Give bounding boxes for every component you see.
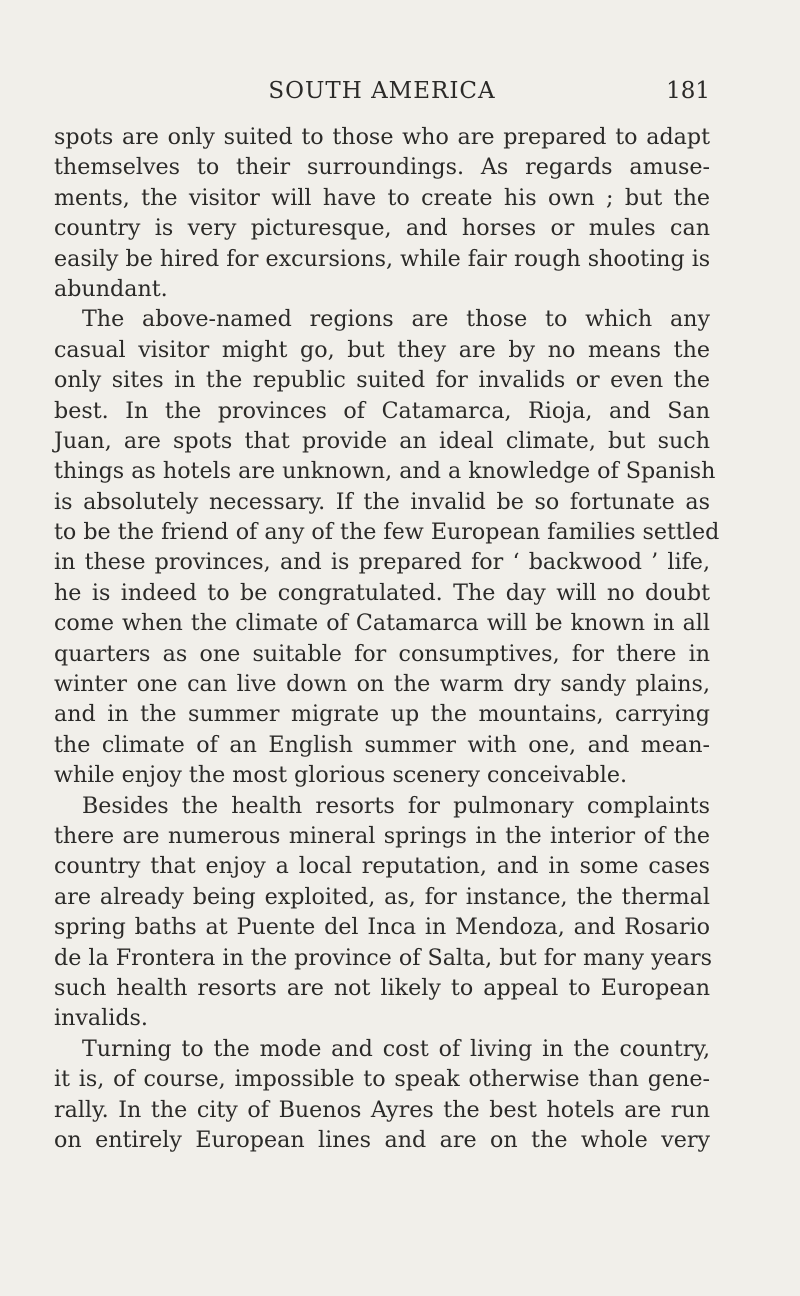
text-line: Juan, are spots that provide an ideal climate, but such [54, 427, 710, 454]
paragraph-4 [54, 1034, 710, 1156]
text-line: best. In the provinces of Catamarca, Rioja, and San [54, 397, 710, 424]
text-line: casual visitor might go, but they are by no means the [54, 336, 710, 363]
text-line: spring baths at Puente del Inca in Mendoza, and Rosario [54, 914, 710, 941]
text-line: themselves to their surroundings. As regards amuse- [54, 154, 710, 181]
text-line: rally. In the city of Buenos Ayres the best hotels are run [54, 1096, 710, 1123]
text-line: things as hotels are unknown, and a knowledge of Spanish [54, 458, 716, 485]
text-line: country that enjoy a local reputation, and in some cases [54, 853, 710, 880]
text-line: only sites in the republic suited for invalids or even the [54, 367, 710, 394]
text-line: come when the climate of Catamarca will be known in all [54, 610, 710, 637]
text-line: while enjoy the most glorious scenery conceivable. [54, 762, 628, 789]
running-head [54, 74, 710, 108]
text-line: spots are only suited to those who are prepared to adapt [54, 124, 710, 150]
page-number: 181 [666, 78, 710, 104]
text-line: on entirely European lines and are on the whole very [54, 1126, 710, 1153]
text-line: there are numerous mineral springs in the interior of the [54, 822, 710, 849]
text-line: quarters as one suitable for consumptives, for there in [54, 640, 710, 667]
text-line: is absolutely necessary. If the invalid be so fortunate as [54, 488, 710, 515]
text-line: such health resorts are not likely to appeal to European [54, 974, 710, 1001]
paragraph-3 [54, 791, 710, 1034]
text-line: de la Frontera in the province of Salta, but for many years [54, 944, 712, 971]
paragraph-1 [54, 122, 710, 304]
text-line: the climate of an English summer with one, and mean- [54, 731, 710, 758]
text-line: winter one can live down on the warm dry sandy plains, [54, 671, 710, 698]
text-line: easily be hired for excursions, while fair rough shooting is [54, 245, 711, 272]
text-line: country is very picturesque, and horses or mules can [54, 215, 710, 242]
text-line: abundant. [54, 275, 168, 302]
text-line: and in the summer migrate up the mountains, carrying [54, 701, 710, 728]
paragraph-2 [54, 304, 720, 790]
body-text [54, 122, 720, 1155]
text-line: in these provinces, and is prepared for ‘ backwood ’ life, [54, 549, 710, 576]
text-line: are already being exploited, as, for instance, the thermal [54, 883, 710, 910]
text-line: Besides the health resorts for pulmonary complaints [82, 792, 710, 819]
text-line: invalids. [54, 1005, 148, 1032]
text-line: to be the friend of any of the few European families settled [54, 519, 720, 546]
text-line: Turning to the mode and cost of living in the country, [82, 1035, 710, 1062]
text-line: ments, the visitor will have to create his own ; but the [54, 184, 710, 211]
text-line: it is, of course, impossible to speak otherwise than gene- [54, 1066, 710, 1093]
text-line: he is indeed to be congratulated. The day will no doubt [54, 579, 710, 606]
running-title: SOUTH AMERICA [268, 78, 496, 104]
text-line: The above-named regions are those to which any [82, 306, 710, 333]
